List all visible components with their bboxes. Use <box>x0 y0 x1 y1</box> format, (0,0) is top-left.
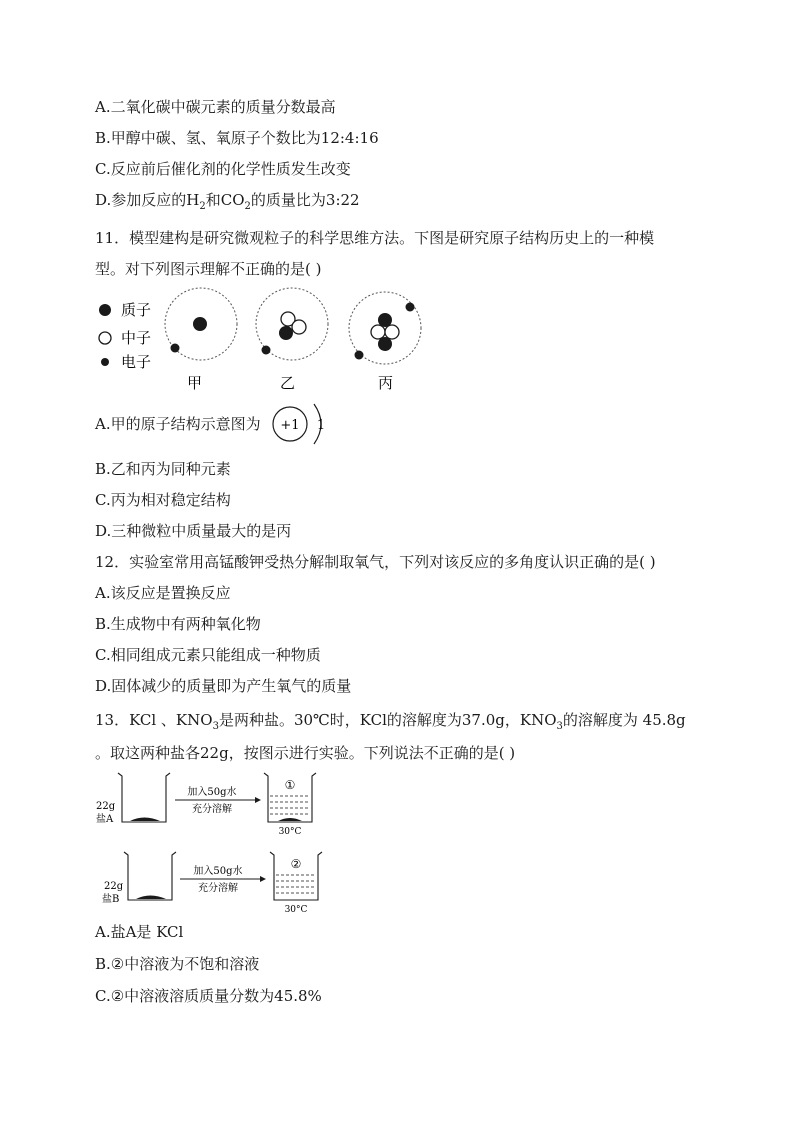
q12-stem: 12．实验室常用高锰酸钾受热分解制取氧气，下列对该反应的多角度认识正确的是( ) <box>95 553 656 571</box>
experiment-2 <box>102 852 322 915</box>
exp1-mass: 22g <box>96 801 116 812</box>
exp1-mark: ① <box>284 778 296 792</box>
salt-pile <box>136 896 166 900</box>
q12-option-d: D.固体减少的质量即为产生氧气的质量 <box>95 677 352 695</box>
shell-electron-count: 1 <box>316 418 326 433</box>
atom-label: 甲 <box>187 374 203 392</box>
h2-formula: $H_2$ <box>186 191 206 212</box>
q10-option-b: B.甲醇中碳、氢、氧原子个数比为12:4:16 <box>95 129 379 147</box>
q11-option-d: D.三种微粒中质量最大的是丙 <box>95 522 292 540</box>
legend-electron-label: 电子 <box>121 353 152 371</box>
q10-option-d-prefix: D.参加反应的 <box>95 191 187 209</box>
arrow-head-icon <box>260 876 266 882</box>
beaker-empty <box>124 852 176 900</box>
nucleus-charge: +1 <box>280 418 300 433</box>
exp1-temp: 30°C <box>278 827 302 837</box>
q11-option-b: B.乙和丙为同种元素 <box>95 460 231 478</box>
solution-lines <box>276 875 316 893</box>
q11-option-c: C.丙为相对稳定结构 <box>95 491 231 509</box>
salt-pile <box>130 818 160 822</box>
exp1-salt: 盐A <box>96 814 114 825</box>
exp2-mass: 22g <box>104 881 124 892</box>
q13-option-c: C.②中溶液溶质质量分数为45.8% <box>95 987 322 1005</box>
atom-label: 丙 <box>378 374 394 392</box>
q12-option-c: C.相同组成元素只能组成一种物质 <box>95 646 321 664</box>
q10-option-c: C.反应前后催化剂的化学性质发生改变 <box>95 160 351 178</box>
q12-option-a: A.该反应是置换反应 <box>95 584 231 602</box>
exp2-arrow-top: 加入50g水 <box>193 866 243 877</box>
q13-stem-line1: 13．KCl 、$KNO_3$是两种盐。30℃时，KCl的溶解度为37.0g，$KNO_3$的溶解度为 45.8g <box>95 711 686 732</box>
exp2-mark: ② <box>290 857 302 871</box>
solution-lines <box>270 796 310 814</box>
exp2-salt: 盐B <box>102 894 120 905</box>
exp1-arrow-top: 加入50g水 <box>187 787 237 798</box>
q11-stem-line2: 型。对下列图示理解不正确的是( ) <box>95 260 322 278</box>
undissolved-salt <box>278 818 302 821</box>
exp1-arrow-bottom: 充分溶解 <box>192 804 232 815</box>
q11-stem-line1: 11．模型建构是研究微观粒子的科学思维方法。下图是研究原子结构历史上的一种模 <box>95 229 655 247</box>
atom-label: 乙 <box>280 374 296 392</box>
q11-option-a: A.甲的原子结构示意图为 <box>95 415 261 433</box>
co2-formula: $CO_2$ <box>220 191 251 212</box>
exp2-temp: 30°C <box>284 905 308 915</box>
q13-option-a: A.盐A是 KCl <box>95 923 184 941</box>
beaker-empty <box>118 773 170 822</box>
legend-neutron-label: 中子 <box>121 329 152 347</box>
q12-option-b: B.生成物中有两种氧化物 <box>95 615 261 633</box>
q10-option-d: D.参加反应的$H_2$和$CO_2$的质量比为3:22 <box>95 191 360 212</box>
q13-option-b: B.②中溶液为不饱和溶液 <box>95 955 260 973</box>
exp2-arrow-bottom: 充分溶解 <box>198 883 238 894</box>
q13-stem-line2: 。取这两种盐各22g，按图示进行实验。下列说法不正确的是( ) <box>95 744 516 762</box>
experiment-1 <box>96 773 316 837</box>
q10-option-a: A.二氧化碳中碳元素的质量分数最高 <box>95 98 336 116</box>
legend-proton-label: 质子 <box>121 301 152 319</box>
arrow-head-icon <box>255 797 261 803</box>
